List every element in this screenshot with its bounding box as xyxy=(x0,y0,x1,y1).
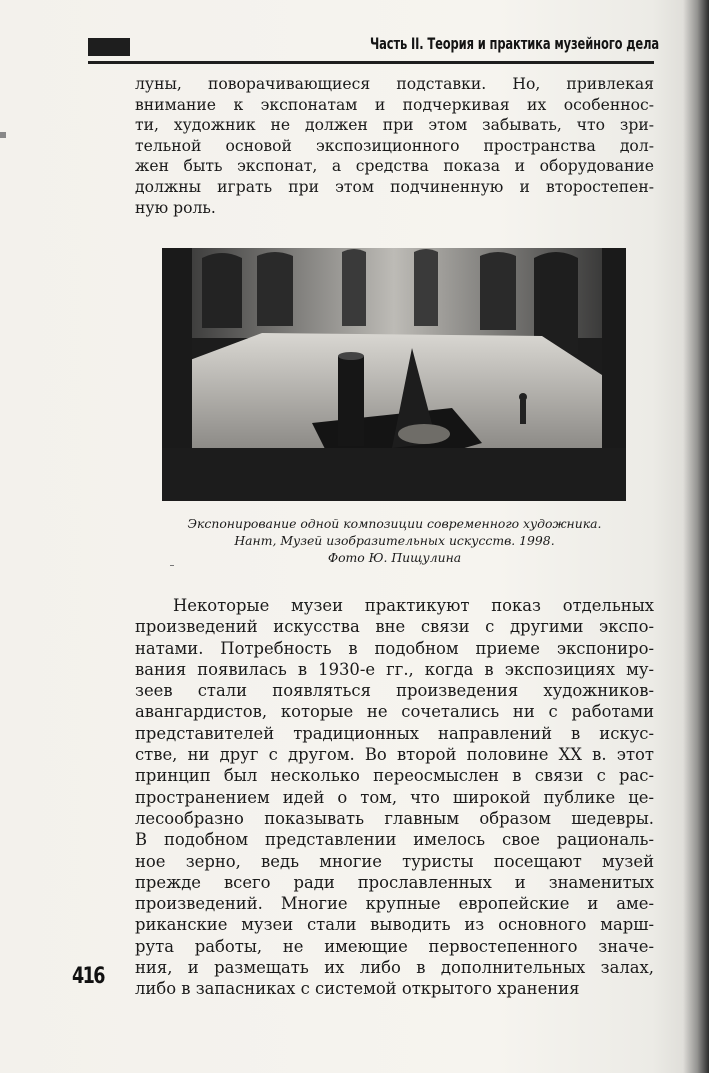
page-edge-mark xyxy=(0,132,6,138)
text-line: Некоторые музеи практикуют показ отдельных xyxy=(173,596,654,615)
text-line: принцип был несколько переосмыслен в связи с рас- xyxy=(135,766,654,786)
text-line: пространением идей о том, что широкой публике це- xyxy=(135,787,654,807)
text-line: луны, поворачивающиеся подставки. Но, привлекая xyxy=(135,75,654,93)
photo-caption xyxy=(135,515,654,566)
text-line: произведений искусства вне связи с другими экспо- xyxy=(135,617,654,637)
text-line: либо в запасниках с системой открытого хранения xyxy=(135,979,580,999)
text-line: ти, художник не должен при этом забывать, что зри- xyxy=(135,116,654,135)
top-paragraph xyxy=(135,74,654,218)
text-line: жен быть экспонат, а средства показа и оборудование xyxy=(135,157,654,176)
header-black-block xyxy=(88,38,130,56)
text-line: лесообразно показывать главным образом шедевры. xyxy=(135,808,654,828)
text-line: вания появилась в 1930-е гг., когда в экспозициях му- xyxy=(135,659,654,679)
page-number: 416 xyxy=(72,964,104,989)
text-line: внимание к экспонатам и подчеркивая их особеннос- xyxy=(135,95,654,114)
caption-line: Нант, Музей изобразительных искусств. 1998. xyxy=(234,533,555,548)
caption-dash xyxy=(170,565,174,566)
text-line: авангардистов, которые не сочетались ни с работами xyxy=(135,702,654,722)
running-head: Часть II. Теория и практика музейного дела xyxy=(370,34,659,53)
text-line: произведений. Многие крупные европейские и аме- xyxy=(135,894,654,914)
text-line: ния, и размещать их либо в дополнительных залах, xyxy=(135,958,654,978)
caption-line: Фото Ю. Пищулина xyxy=(327,550,462,565)
text-line: прежде всего ради прославленных и знаменитых xyxy=(135,872,654,892)
page-binding-shadow xyxy=(683,0,709,1073)
text-line: тельной основой экспозиционного пространства дол- xyxy=(135,136,654,155)
text-line: рута работы, не имеющие первостепенного значе- xyxy=(135,936,654,956)
text-line: должны играть при этом подчиненную и второстепен- xyxy=(135,177,654,196)
header-rule xyxy=(88,61,654,64)
text-line: В подобном представлении имелось свое рациональ- xyxy=(135,830,654,850)
caption-line: Экспонирование одной композиции современного художника. xyxy=(187,516,602,531)
text-line: ное зерно, ведь многие туристы посещают музей xyxy=(135,851,654,871)
exhibition-photo xyxy=(162,248,626,501)
main-paragraph xyxy=(135,595,654,1000)
text-line: стве, ни друг с другом. Во второй половине XX в. этот xyxy=(135,745,654,765)
text-line: риканские музеи стали выводить из основного марш- xyxy=(135,915,654,935)
text-line: ную роль. xyxy=(135,198,216,217)
text-line: зеев стали появляться произведения художников- xyxy=(135,681,654,701)
text-line: натами. Потребность в подобном приеме экспониро- xyxy=(135,638,654,658)
text-line: представителей традиционных направлений в искус- xyxy=(135,723,654,743)
